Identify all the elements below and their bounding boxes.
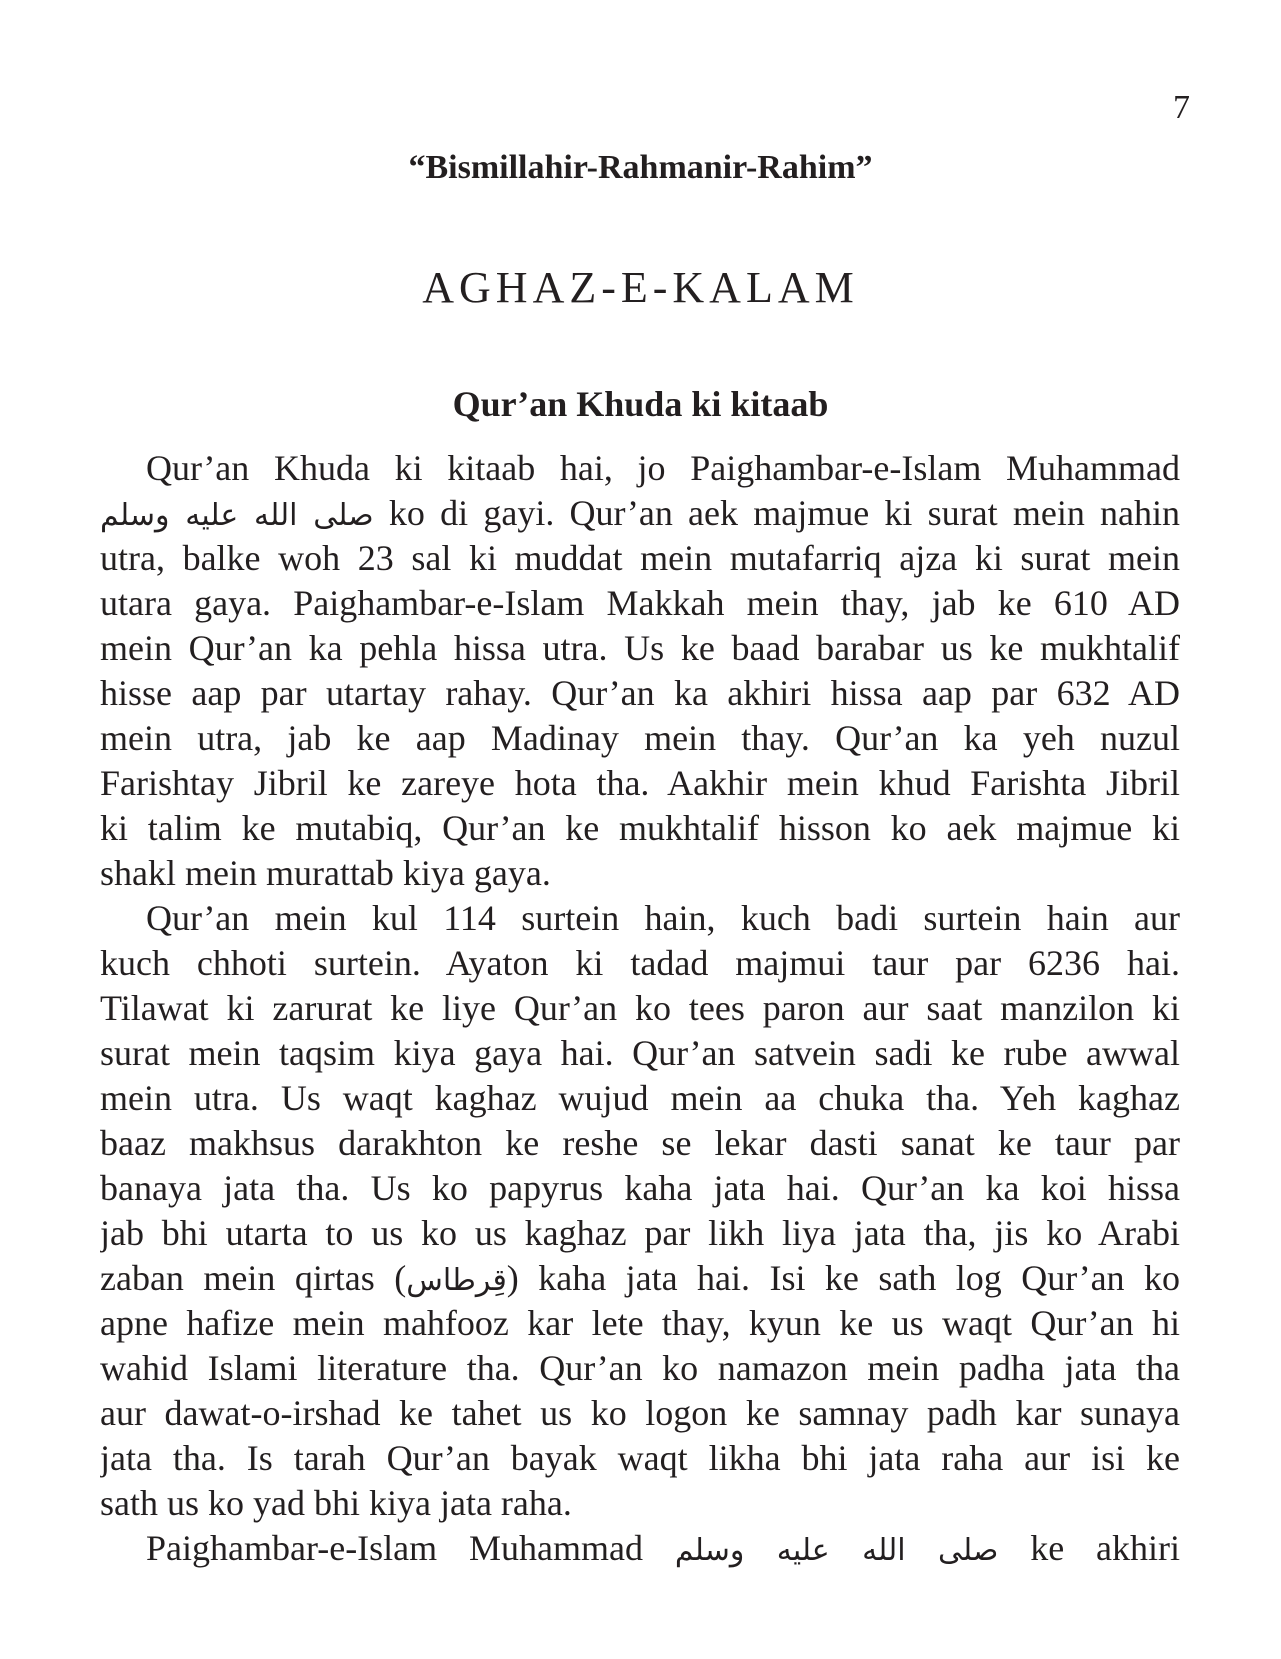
line-text: ke akhiri (1030, 1528, 1180, 1568)
text-line: sath us ko yad bhi kiya jata raha. (100, 1483, 572, 1523)
qirtas-arabic: قِرطاس (406, 1263, 507, 1298)
bismillah-heading: “Bismillahir-Rahmanir-Rahim” (408, 149, 873, 186)
text-line: Farishtay Jibril ke zareye hota tha. Aakhir mein khud Farishta Jibril (100, 763, 1180, 803)
text-line: mein utra, jab ke aap Madinay mein thay. Qur’an ka yeh nuzul (100, 718, 1180, 758)
text-line: Tilawat ki zarurat ke liye Qur’an ko tees paron aur saat manzilon ki (100, 988, 1180, 1028)
text-line (100, 1256, 1180, 1301)
line-text: ) kaha jata hai. Isi ke sath log Qur’an ko (506, 1258, 1180, 1298)
section-heading: Qur’an Khuda ki kitaab (452, 384, 829, 424)
text-line: Qur’an mein kul 114 surtein hain, kuch badi surtein hain aur (146, 898, 1180, 938)
text-line: ki talim ke mutabiq, Qur’an ke mukhtalif hisson ko aek majmue ki (100, 808, 1180, 848)
text-line (100, 1526, 1180, 1571)
text-line: utra, balke woh 23 sal ki muddat mein mutafarriq ajza ki surat mein (100, 538, 1180, 578)
text-line: apne hafize mein mahfooz kar lete thay, kyun ke us waqt Qur’an hi (100, 1303, 1180, 1343)
body-text (100, 446, 1180, 1571)
text-line: surat mein taqsim kiya gaya hai. Qur’an satvein sadi ke rube awwal (100, 1033, 1180, 1073)
text-line: banaya jata tha. Us ko papyrus kaha jata hai. Qur’an ka koi hissa (100, 1168, 1180, 1208)
chapter-title: AGHAZ-E-KALAM (422, 263, 859, 312)
text-line: mein Qur’an ka pehla hissa utra. Us ke baad barabar us ke mukhtalif (100, 628, 1180, 668)
line-text: Paighambar-e-Islam Muhammad (146, 1528, 643, 1568)
line-text: zaban mein qirtas ( (100, 1258, 407, 1298)
text-line: shakl mein murattab kiya gaya. (100, 853, 551, 893)
text-line: wahid Islami literature tha. Qur’an ko namazon mein padha jata tha (100, 1348, 1180, 1388)
text-line: Qur’an Khuda ki kitaab hai, jo Paighambar-e-Islam Muhammad (146, 448, 1180, 488)
text-line: hisse aap par utartay rahay. Qur’an ka akhiri hissa aap par 632 AD (100, 673, 1180, 713)
text-line: baaz makhsus darakhton ke reshe se lekar dasti sanat ke taur par (100, 1123, 1180, 1163)
text-line: utara gaya. Paighambar-e-Islam Makkah mein thay, jab ke 610 AD (100, 583, 1180, 623)
honorific-arabic: صلى الله عليه وسلم (100, 498, 374, 533)
honorific-arabic: صلى الله عليه وسلم (674, 1533, 999, 1568)
text-line: aur dawat-o-irshad ke tahet us ko logon ke samnay padh kar sunaya (100, 1393, 1180, 1433)
text-line: kuch chhoti surtein. Ayaton ki tadad majmui taur par 6236 hai. (100, 943, 1180, 983)
text-line: jab bhi utarta to us ko us kaghaz par likh liya jata tha, jis ko Arabi (100, 1213, 1180, 1253)
line-text: ko di gayi. Qur’an aek majmue ki surat mein nahin (388, 493, 1180, 533)
page-number: 7 (1173, 89, 1190, 126)
text-line: mein utra. Us waqt kaghaz wujud mein aa chuka tha. Yeh kaghaz (100, 1078, 1180, 1118)
text-line: jata tha. Is tarah Qur’an bayak waqt likha bhi jata raha aur isi ke (100, 1438, 1180, 1478)
text-line (100, 491, 1180, 536)
